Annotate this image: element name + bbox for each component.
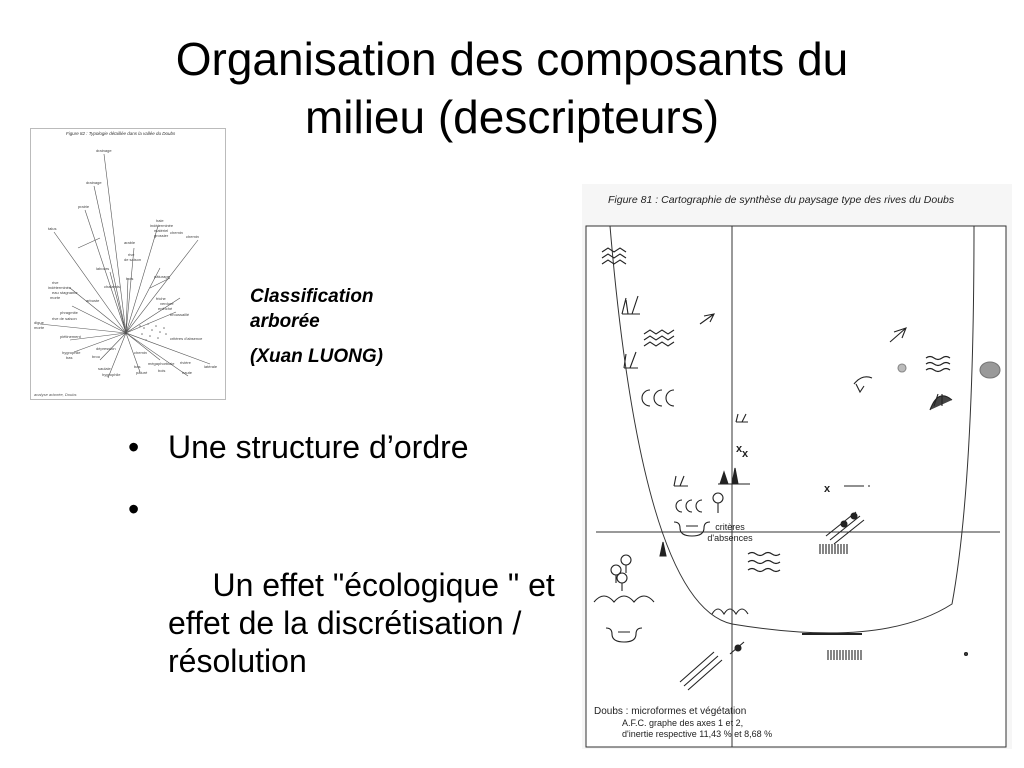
leaf-label: hygrophile <box>102 372 121 377</box>
leaf-label: rive <box>52 280 59 285</box>
leaf-label: pâturage <box>154 274 170 279</box>
leaf-label: indéterminée <box>150 223 174 228</box>
leaf-label: chemin <box>170 230 183 235</box>
leaf-label: de saison <box>124 257 142 262</box>
leaf-label: morte <box>34 325 45 330</box>
leaf-label: bois <box>126 276 134 281</box>
leaf-label: friche <box>156 296 166 301</box>
leaf-label: morte <box>50 295 61 300</box>
fig81-footer-2: A.F.C. graphe des axes 1 et 2, <box>622 718 744 728</box>
leaf-label: latérale <box>204 364 218 369</box>
bullet-list <box>128 428 568 742</box>
figure-caption <box>250 284 450 369</box>
fig81-footer-3: d'inertie respective 11,43 % et 8,68 % <box>622 729 773 739</box>
bullet-marker: • <box>128 429 140 465</box>
caption-author: (Xuan LUONG) <box>250 346 383 367</box>
leaf-label: rive <box>128 252 135 257</box>
caption-line-2: arborée <box>250 311 320 332</box>
leaf-label: broussaillé <box>170 312 190 317</box>
leaf-label: chemin <box>134 350 147 355</box>
leaf-label: rive de saison <box>52 316 77 321</box>
leaf-label: pâturé <box>136 370 148 375</box>
leaf-label: critères d'absence <box>170 336 203 341</box>
leaf-label: enfriché <box>158 306 173 311</box>
dot-icon <box>965 653 968 656</box>
bullet-item <box>128 428 568 466</box>
fig81-footer-1: Doubs : microformes et végétation <box>594 706 747 717</box>
leaf-label: drainage <box>86 180 102 185</box>
svg-text:x: x <box>824 483 831 495</box>
leaf-label: verdure <box>160 301 174 306</box>
leaf-label: talus <box>48 226 57 231</box>
fig81-heading: Figure 81 : Cartographie de synthèse du paysage type des rives du Doubs <box>608 194 955 206</box>
leaf-label: rivière <box>180 360 191 365</box>
leaf-label: grossier <box>154 233 169 238</box>
dot-icon <box>898 364 906 372</box>
leaf-label: eau <box>52 290 59 295</box>
leaf-label: hygrophile <box>62 350 81 355</box>
bullet-item <box>128 490 568 718</box>
leaf-label: prairie <box>78 204 90 209</box>
center-label-2: d'absences <box>707 533 753 543</box>
leaf-label: bois <box>158 368 166 373</box>
afc-map-figure <box>582 184 1012 749</box>
svg-text:x: x <box>736 443 743 455</box>
leaf-label: matériel <box>154 228 169 233</box>
leaf-label: haie <box>156 218 164 223</box>
title-line-2: milieu (descripteurs) <box>304 91 720 143</box>
leaf-label: drainage <box>96 148 112 153</box>
leaf-label: stagnante <box>60 290 78 295</box>
center-label-1: critères <box>715 522 745 532</box>
tree-classification-figure <box>30 128 226 400</box>
leaf-label: digue <box>34 320 44 325</box>
leaf-label: mégaphorbiaie <box>148 361 175 366</box>
leaf-label: chemin <box>186 234 199 239</box>
caption-line-1: Classification <box>250 286 374 307</box>
leaf-label: saulaie <box>98 366 111 371</box>
leaf-label: indéterminée <box>48 285 72 290</box>
svg-text:x: x <box>742 448 749 460</box>
fig82-heading: Figure 82 : Typologie détaillée dans la vallée du Doubs <box>66 131 176 136</box>
leaf-label: phragmite <box>60 310 78 315</box>
leaf-label: dépression <box>96 346 116 351</box>
leaf-label: arable <box>124 240 136 245</box>
leaf-label: bas <box>66 355 73 360</box>
fig82-footer: analyse arborée, Doubs <box>34 392 77 397</box>
leaf-label: arbuste <box>86 298 100 303</box>
leaf-label: haute <box>182 370 193 375</box>
leaf-label: piétinement <box>60 334 81 339</box>
leaf-label: labours <box>96 266 110 271</box>
leaf-label: brou <box>92 354 101 359</box>
bullet-text: Un effet "écologique " et effet de la discrétisation / résolution <box>168 567 564 679</box>
grey-oval-icon <box>980 362 1000 378</box>
bullet-marker: • <box>128 491 140 527</box>
leaf-label: chalands <box>104 284 121 289</box>
title-line-1: Organisation des composants du <box>175 33 849 85</box>
leaf-label: bas <box>134 364 141 369</box>
bullet-text: Une structure d’ordre <box>168 429 469 465</box>
